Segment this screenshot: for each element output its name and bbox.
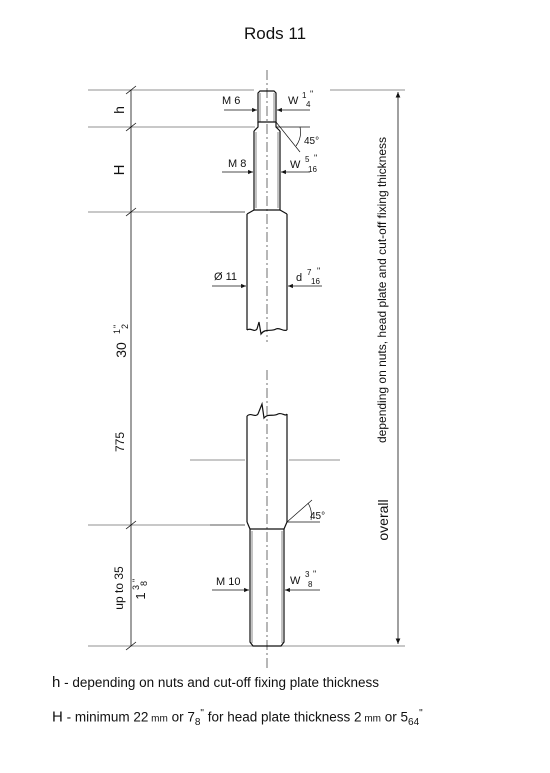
dim-upto-label: up to 35	[112, 566, 126, 610]
note-H-mm1: mm	[148, 713, 168, 725]
angle-marks	[276, 122, 320, 522]
note-H-frac1: 8	[194, 717, 201, 729]
svg-text:W: W	[290, 575, 301, 587]
dim-h-label: h	[111, 106, 127, 114]
m8-label: M 8	[228, 158, 247, 170]
svg-text:8: 8	[308, 580, 313, 589]
dim-1-38-label	[131, 579, 149, 600]
note-H-text1: - minimum 22	[62, 709, 149, 725]
svg-text:": "	[310, 89, 314, 99]
note-h-key: h	[52, 674, 61, 691]
note-H	[52, 708, 423, 728]
svg-text:1: 1	[302, 91, 307, 100]
svg-text:30: 30	[113, 342, 129, 358]
note-H-key: H	[52, 708, 63, 726]
svg-text:": "	[131, 578, 141, 582]
svg-text:16: 16	[308, 165, 317, 174]
svg-text:2: 2	[120, 323, 130, 329]
note-H-frac2: 64	[408, 717, 420, 729]
angle-top-label: 45°	[304, 136, 320, 147]
svg-text:": "	[317, 266, 321, 276]
m6-label: M 6	[222, 95, 241, 107]
svg-text:1: 1	[133, 592, 148, 600]
m10-label: M 10	[216, 576, 241, 588]
w38-label	[290, 569, 316, 589]
overall-label: overall	[375, 499, 391, 541]
svg-text:1: 1	[112, 328, 122, 334]
note-H-mm2: mm	[361, 713, 382, 725]
svg-text:": "	[112, 324, 122, 328]
w14-label	[288, 89, 313, 109]
diameter-11-label: Ø 11	[214, 271, 238, 283]
svg-text:16: 16	[311, 277, 320, 286]
svg-text:d: d	[296, 272, 303, 284]
svg-text:": "	[314, 153, 318, 163]
svg-text:7: 7	[307, 268, 312, 277]
angle-bottom-label: 45°	[310, 511, 326, 522]
page-title: Rods 11	[243, 24, 307, 43]
svg-text:W: W	[290, 159, 301, 171]
svg-text:8: 8	[139, 580, 149, 586]
note-H-inch1: "	[200, 708, 204, 719]
overall-note: depending on nuts, head plate and cut-off fixing thickness	[375, 137, 389, 443]
extension-lines	[88, 90, 405, 646]
svg-text:": "	[313, 569, 317, 579]
dim-775-label: 775	[113, 431, 127, 453]
w516-label	[290, 153, 317, 174]
svg-text:3: 3	[131, 584, 141, 590]
note-H-text4: or 5	[381, 709, 409, 725]
dim-30-label	[112, 324, 130, 358]
note-H-text2: or 7	[167, 709, 195, 725]
note-h	[52, 674, 379, 691]
note-h-text: - depending on nuts and cut-off fixing plate thickness	[60, 675, 380, 690]
svg-text:W: W	[288, 95, 299, 107]
svg-text:4: 4	[306, 100, 311, 109]
dim-H-label: H	[111, 164, 128, 176]
note-H-text3: for head plate thickness 2	[203, 709, 362, 725]
note-H-inch2: "	[419, 708, 423, 719]
d716-label	[296, 266, 320, 286]
svg-text:5: 5	[305, 155, 310, 164]
svg-text:3: 3	[305, 570, 310, 579]
